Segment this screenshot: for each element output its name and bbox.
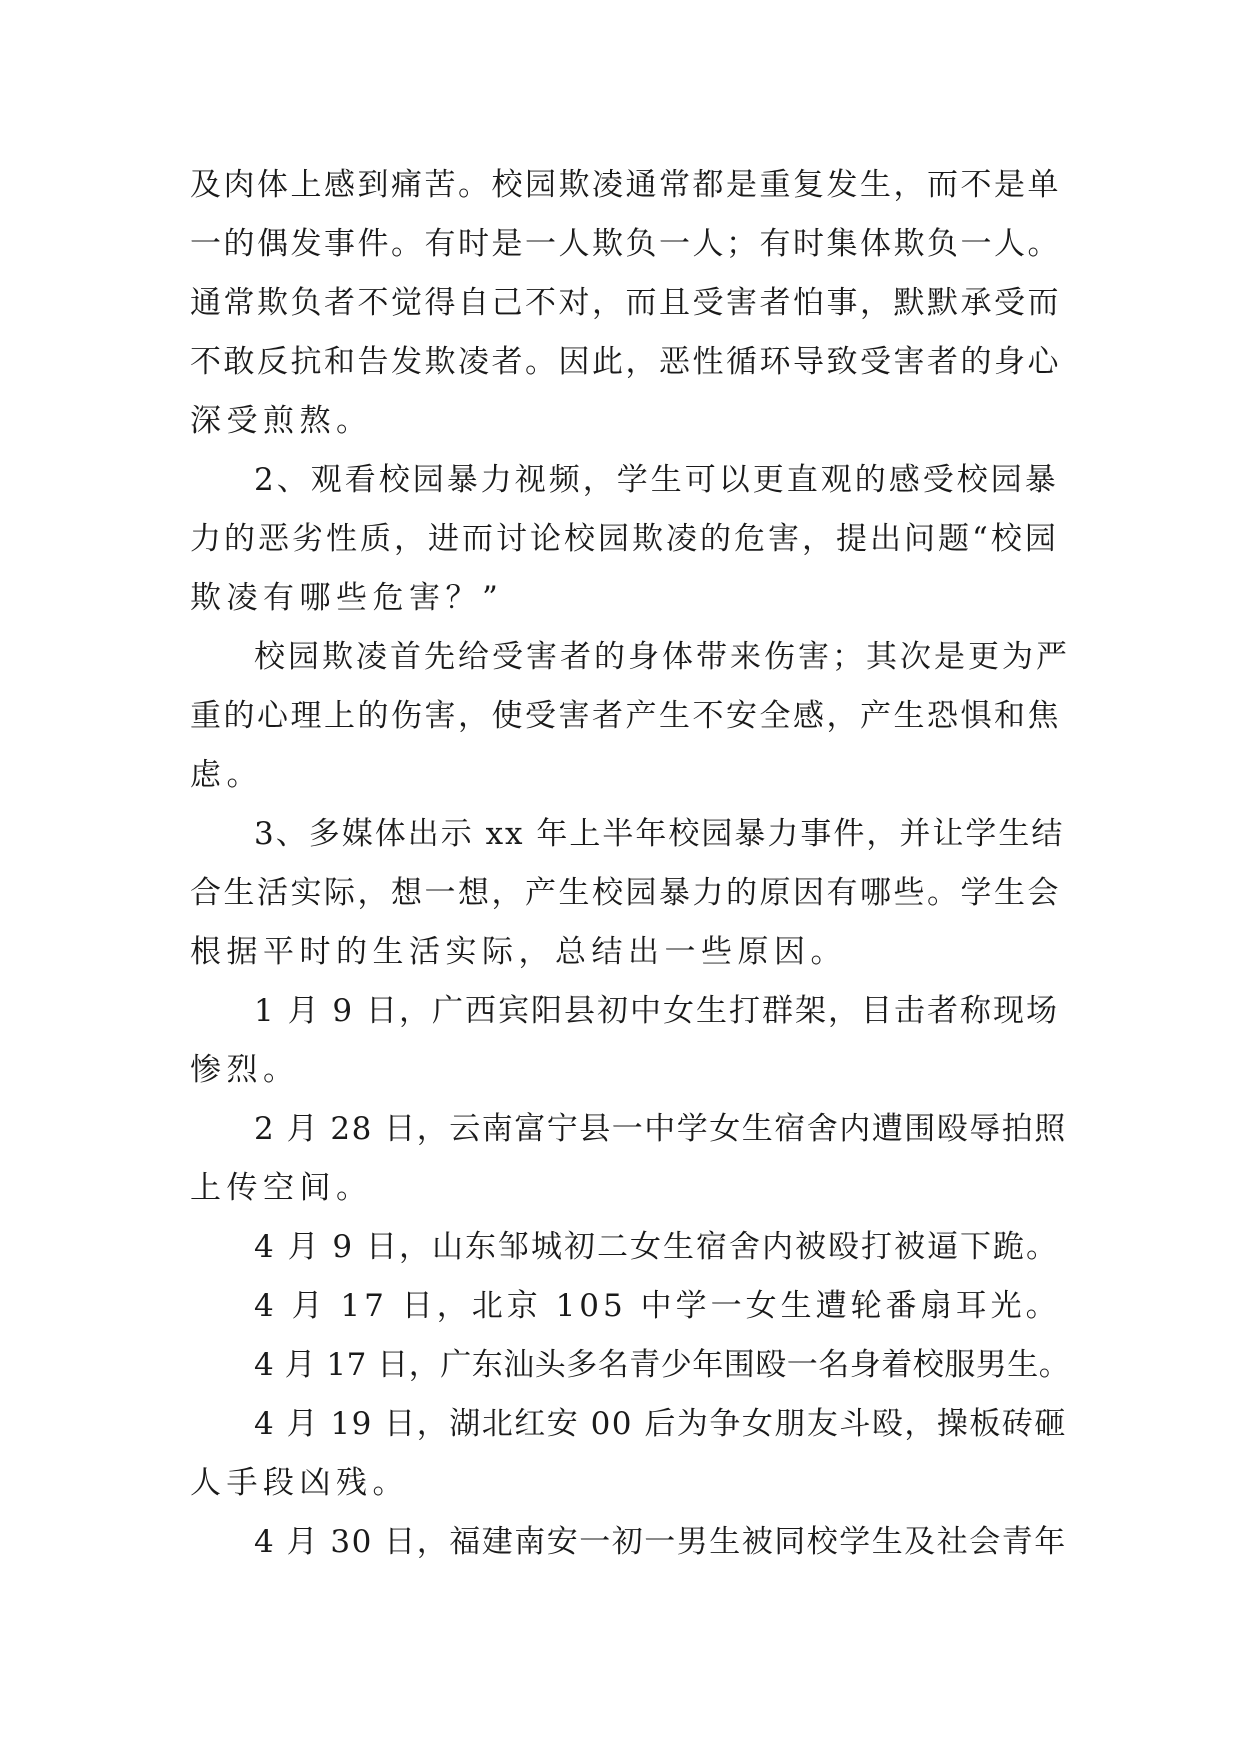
text-line: 通常欺负者不觉得自己不对，而且受害者怕事，默默承受而 (190, 285, 1061, 321)
text-line: 上传空间。 (190, 1170, 373, 1206)
text-line: 校园欺凌首先给受害者的身体带来伤害；其次是更为严 (254, 639, 1070, 675)
text-line: 4 月 17 日，北京 105 中学一女生遭轮番扇耳光。 (254, 1288, 1061, 1324)
paragraph (190, 156, 1070, 451)
text-line: 力的恶劣性质，进而讨论校园欺凌的危害，提出问题“校园 (190, 521, 1059, 557)
paragraph (190, 1513, 1070, 1572)
document-body (190, 156, 1070, 1572)
text-line: 合生活实际，想一想，产生校园暴力的原因有哪些。学生会 (190, 875, 1061, 911)
text-line: 虑。 (190, 757, 263, 793)
paragraph (190, 1100, 1070, 1218)
paragraph (190, 805, 1070, 982)
text-line: 1 月 9 日，广西宾阳县初中女生打群架，目击者称现场 (254, 993, 1060, 1029)
text-line: 2、观看校园暴力视频，学生可以更直观的感受校园暴 (254, 462, 1059, 498)
text-line: 4 月 17 日，广东汕头多名青少年围殴一名身着校服男生。 (254, 1347, 1071, 1383)
text-line: 惨烈。 (190, 1052, 300, 1088)
text-line: 4 月 30 日，福建南安一初一男生被同校学生及社会青年 (254, 1524, 1067, 1560)
text-line: 及肉体上感到痛苦。校园欺凌通常都是重复发生，而不是单 (190, 167, 1061, 203)
paragraph (190, 628, 1070, 805)
text-line: 人手段凶残。 (190, 1465, 409, 1501)
paragraph (190, 1277, 1070, 1336)
paragraph (190, 982, 1070, 1100)
paragraph (190, 1336, 1070, 1395)
paragraph (190, 1218, 1070, 1277)
text-line: 欺凌有哪些危害？” (190, 580, 504, 616)
paragraph (190, 1395, 1070, 1513)
text-line: 4 月 9 日，山东邹城初二女生宿舍内被殴打被逼下跪。 (254, 1229, 1060, 1265)
text-line: 2 月 28 日，云南富宁县一中学女生宿舍内遭围殴辱拍照 (254, 1111, 1067, 1147)
text-line: 深受煎熬。 (190, 403, 373, 439)
text-line: 4 月 19 日，湖北红安 00 后为争女朋友斗殴，操板砖砸 (254, 1406, 1067, 1442)
text-line: 一的偶发事件。有时是一人欺负一人；有时集体欺负一人。 (190, 226, 1061, 262)
paragraph (190, 451, 1070, 628)
text-line: 根据平时的生活实际，总结出一些原因。 (190, 934, 847, 970)
text-line: 重的心理上的伤害，使受害者产生不安全感，产生恐惧和焦 (190, 698, 1061, 734)
text-line: 3、多媒体出示 xx 年上半年校园暴力事件，并让学生结 (254, 816, 1065, 852)
text-line: 不敢反抗和告发欺凌者。因此，恶性循环导致受害者的身心 (190, 344, 1061, 380)
